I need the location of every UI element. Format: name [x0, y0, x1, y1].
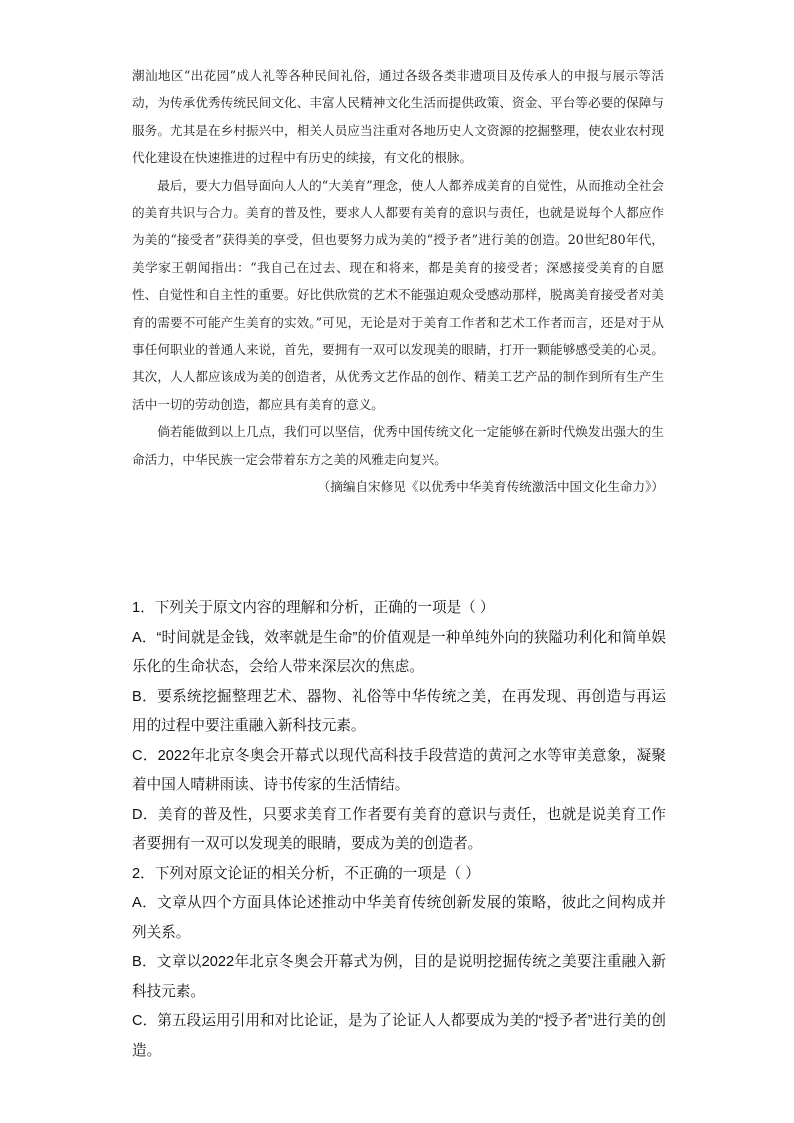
question-2-option-b: B．文章以2022年北京冬奥会开幕式为例，目的是说明挖掘传统之美要注重融入新科技元素。: [132, 954, 666, 1000]
passage-paragraph-2: 最后，要大力倡导面向人人的“大美育”理念，使人人都养成美育的自觉性，从而推动全社会的美育共识与合力。美育的普及性，要求人人都要有美育的意识与责任，也就是说每个人都应作为美的“接受者”获得美的享受，但也要努力成为美的“授予者”进行美的创造。20世纪80年代，美学家王朝闻指出：“我自己在过去、现在和将来，都是美育的接受者；深感接受美育的自愿性、自觉性和自主性的重要。好比供欣赏的艺术不能强迫观众受感动那样，脱离美育接受者对美育的需要不可能产生美育的实效。”可见，无论是对于美育工作者和艺术工作者而言，还是对于从事任何职业的普通人来说，首先，要拥有一双可以发现美的眼睛，打开一颗能够感受美的心灵。其次，人人都应该成为美的创造者，从优秀文艺作品的创作、精美工艺产品的制作到所有生产生活中一切的劳动创造，都应具有美育的意义。: [132, 177, 664, 412]
question-2-option-c: C．第五段运用引用和对比论证，是为了论证人人都要成为美的“授予者”进行美的创造。: [132, 1013, 666, 1059]
question-2-option-a: A．文章从四个方面具体论述推动中华美育传统创新发展的策略，彼此之间构成并列关系。: [132, 895, 666, 941]
question-1: [132, 594, 666, 860]
passage-paragraph-3: 倘若能做到以上几点，我们可以坚信，优秀中国传统文化一定能够在新时代焕发出强大的生命活力，中华民族一定会带着东方之美的风雅走向复兴。: [132, 424, 664, 467]
question-section: [132, 594, 666, 1066]
question-2: [132, 860, 666, 1067]
question-2-stem: 2．下列对原文论证的相关分析，不正确的一项是（ ）: [132, 865, 480, 882]
passage-paragraph-1: 潮汕地区“出花园”成人礼等各种民间礼俗，通过各级各类非遗项目及传承人的申报与展示等活动，为传承优秀传统民间文化、丰富人民精神文化生活而提供政策、资金、平台等必要的保障与服务。尤其是在乡村振兴中，相关人员应当注重对各地历史人文资源的挖掘整理，使农业农村现代化建设在快速推进的过程中有历史的续接，有文化的根脉。: [132, 68, 664, 166]
passage-source-citation: （摘编自宋修见《以优秀中华美育传统激活中国文化生命力》）: [317, 479, 664, 495]
question-1-option-d: D．美育的普及性，只要求美育工作者要有美育的意识与责任，也就是说美育工作者要拥有一双可以发现美的眼睛，要成为美的创造者。: [132, 806, 666, 852]
question-1-option-c: C．2022年北京冬奥会开幕式以现代高科技手段营造的黄河之水等审美意象，凝聚着中国人晴耕雨读、诗书传家的生活情结。: [132, 747, 666, 793]
reading-passage: [132, 62, 664, 501]
question-1-stem: 1．下列关于原文内容的理解和分析，正确的一项是（ ）: [132, 600, 495, 616]
question-1-option-b: B．要系统挖掘整理艺术、器物、礼俗等中华传统之美，在再发现、再创造与再运用的过程中要注重融入新科技元素。: [132, 688, 666, 734]
question-1-option-a: A．“时间就是金钱，效率就是生命”的价值观是一种单纯外向的狭隘功利化和简单娱乐化的生命状态，会给人带来深层次的焦虑。: [132, 629, 666, 675]
